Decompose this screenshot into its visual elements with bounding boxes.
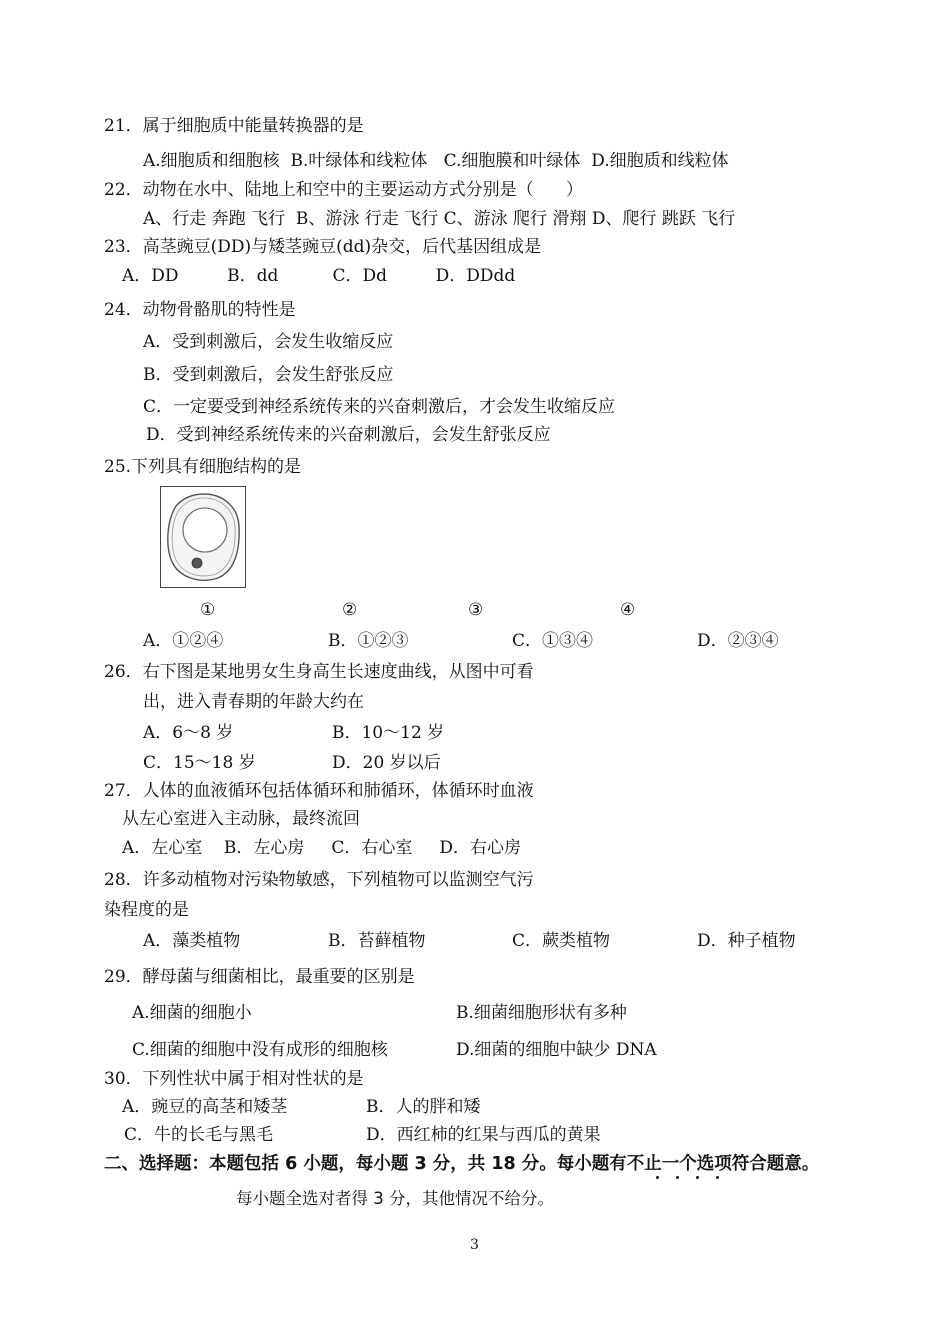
q28-option-d: D．种子植物 (697, 931, 796, 951)
q29-stem: 29．酵母菌与细菌相比，最重要的区别是 (104, 967, 415, 987)
q26-option-d: D．20 岁以后 (332, 753, 441, 773)
q30-option-a: A．豌豆的高茎和矮茎 (122, 1097, 288, 1117)
q26-option-b: B．10～12 岁 (332, 723, 445, 743)
q22-options: A、行走 奔跑 飞行 B、游泳 行走 飞行 C、游泳 爬行 滑翔 D、爬行 跳跃 飞行 (143, 209, 736, 229)
q27-options: A．左心室 B．左心房 C．右心室 D．右心房 (122, 838, 522, 858)
q23-stem: 23．高茎豌豆(DD)与矮茎豌豆(dd)杂交，后代基因组成是 (104, 237, 542, 257)
q25-stem: 25.下列具有细胞结构的是 (104, 457, 302, 477)
q24-option-d: D．受到神经系统传来的兴奋刺激后，会发生舒张反应 (146, 425, 551, 445)
q29-option-a: A.细菌的细胞小 (132, 1003, 252, 1023)
q24-option-b: B．受到刺激后，会发生舒张反应 (143, 365, 394, 385)
q26-option-c: C．15～18 岁 (143, 753, 256, 773)
q26-stem-line2: 出，进入青春期的年龄大约在 (143, 692, 364, 712)
q29-option-d: D.细菌的细胞中缺少 DNA (456, 1040, 657, 1060)
q25-label-3: ③ (468, 600, 484, 620)
q25-option-b: B．①②③ (328, 631, 409, 651)
q28-option-b: B．苔藓植物 (328, 931, 426, 951)
q24-option-a: A．受到刺激后，会发生收缩反应 (143, 332, 394, 352)
section2-heading-line1: 二、选择题：本题包括 6 小题，每小题 3 分，共 18 分。每小题有不止一个选项符合题意。 (104, 1154, 820, 1174)
q28-option-c: C．蕨类植物 (512, 931, 611, 951)
q25-option-a: A．①②④ (143, 631, 224, 651)
q28-stem-line2: 染程度的是 (104, 900, 189, 920)
q30-option-d: D．西红柿的红果与西瓜的黄果 (366, 1125, 601, 1145)
q29-option-b: B.细菌细胞形状有多种 (456, 1003, 627, 1023)
q25-label-4: ④ (620, 600, 636, 620)
q28-option-a: A．藻类植物 (143, 931, 241, 951)
q25-option-c: C．①③④ (512, 631, 594, 651)
q24-option-c: C．一定要受到神经系统传来的兴奋刺激后，才会发生收缩反应 (143, 397, 616, 417)
q30-option-c: C．牛的长毛与黑毛 (124, 1125, 274, 1145)
q27-stem-line2: 从左心室进入主动脉，最终流回 (122, 809, 360, 829)
q28-stem-line1: 28．许多动植物对污染物敏感，下列植物可以监测空气污 (104, 870, 534, 890)
q25-option-d: D．②③④ (697, 631, 779, 651)
q25-label-2: ② (342, 600, 358, 620)
q26-option-a: A．6～8 岁 (143, 723, 234, 743)
q25-label-1: ① (200, 600, 216, 620)
q30-option-b: B．人的胖和矮 (366, 1097, 481, 1117)
q21-options: A.细胞质和细胞核 B.叶绿体和线粒体 C.细胞膜和叶绿体 D.细胞质和线粒体 (143, 151, 729, 171)
q22-stem: 22．动物在水中、陆地上和空中的主要运动方式分别是（ ） (104, 180, 584, 200)
q29-option-c: C.细菌的细胞中没有成形的细胞核 (132, 1040, 388, 1060)
q26-stem-line1: 26．右下图是某地男女生身高生长速度曲线，从图中可看 (104, 662, 534, 682)
q21-stem: 21．属于细胞质中能量转换器的是 (104, 116, 364, 136)
q24-stem: 24．动物骨骼肌的特性是 (104, 300, 296, 320)
section2-heading-line2: 每小题全选对者得 3 分，其他情况不给分。 (236, 1189, 554, 1208)
cell-figure (160, 486, 246, 588)
q30-stem: 30．下列性状中属于相对性状的是 (104, 1069, 364, 1089)
emphasis-dots (650, 1176, 725, 1182)
q23-options: A．DD B．dd C．Dd D．DDdd (122, 266, 516, 286)
q27-stem-line1: 27．人体的血液循环包括体循环和肺循环，体循环时血液 (104, 781, 534, 801)
page-number: 3 (470, 1237, 479, 1253)
